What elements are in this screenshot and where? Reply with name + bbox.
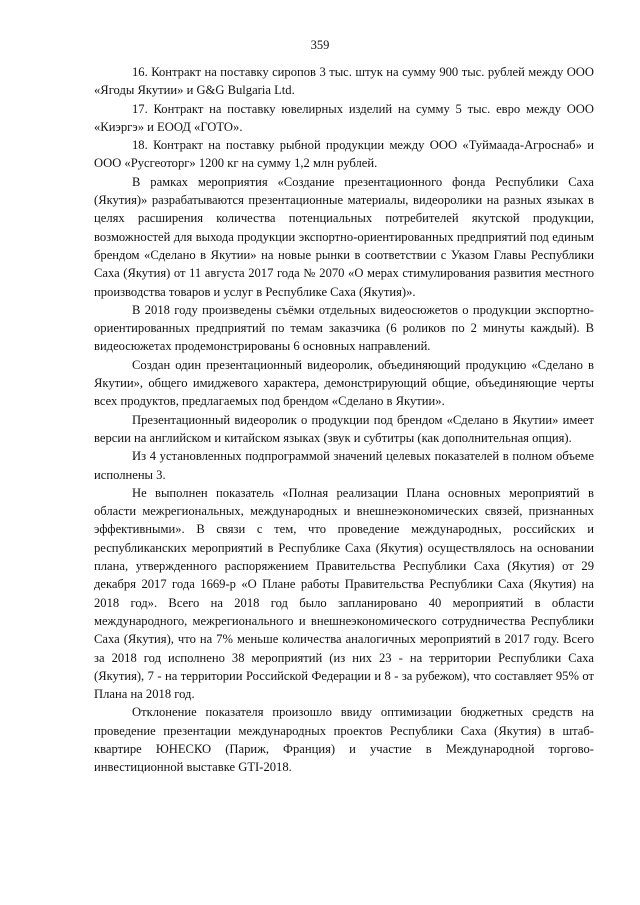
paragraph-video-languages: Презентационный видеоролик о продукции под брендом «Сделано в Якутии» имеет версии на английском и китайском языках (звук и субтитры (как дополнительная опция). bbox=[94, 412, 594, 445]
paragraph-video-2018: В 2018 году произведены съёмки отдельных видеосюжетов о продукции экспортно-ориентированных предприятий по темам заказчика (6 роликов по 2 минуты каждый). В видеосюжетах продемонстрированы 6 основных направлений. bbox=[94, 302, 594, 354]
paragraph-unfulfilled-indicator: Не выполнен показатель «Полная реализации Плана основных мероприятий в области межрегиональных, международных и внешнеэкономических связей, признанных эффективными». В связи с тем, что проведение международных, российских и республиканских мероприятий в Республике Саха (Якутия) осуществлялось на основании плана, утвержденного распоряжением Правительства Республики Саха (Якутия) от 29 декабря 2017 года 1669-р «О Плане работы Правительства Республики Саха (Якутия) на 2018 год». Всего на 2018 год было запланировано 40 мероприятий в области международного, межрегионального и внешнеэкономического сотрудничества Республики Саха (Якутия), что на 7% меньше количества аналогичных мероприятий в 2017 году. Всего за 2018 год исполнено 38 мероприятий (из них 23 - на территории Республики Саха (Якутия), 7 - на территории Российской Федерации и 8 - за рубежом), что составляет 95% от Плана на 2018 год. bbox=[94, 485, 594, 702]
paragraph-indicators: Из 4 установленных подпрограммой значений целевых показателей в полном объеме исполнены 3. bbox=[94, 449, 594, 482]
page-number: 359 bbox=[310, 38, 330, 52]
paragraph-contract-18: 18. Контракт на поставку рыбной продукции между ООО «Туймаада-Агроснаб» и ООО «Русгеоторг» 1200 кг на сумму 1,2 млн рублей. bbox=[94, 138, 594, 171]
document-body bbox=[94, 63, 594, 777]
paragraph-contract-16: 16. Контракт на поставку сиропов 3 тыс. штук на сумму 900 тыс. рублей между ООО «Ягоды Якутии» и G&G Bulgaria Ltd. bbox=[94, 65, 594, 98]
paragraph-contract-17: 17. Контракт на поставку ювелирных изделий на сумму 5 тыс. евро между ООО «Киэргэ» и ЕООД «ГОТО». bbox=[94, 101, 594, 134]
paragraph-promo-video: Создан один презентационный видеоролик, объединяющий продукцию «Сделано в Якутии», общего имиджевого характера, демонстрирующий общие, объединяющие черты всех продуктов, предлагаемых под брендом «Сделано в Якутии». bbox=[94, 357, 594, 409]
paragraph-presentation-fund: В рамках мероприятия «Создание презентационного фонда Республики Саха (Якутия)» разрабатываются презентационные материалы, видеоролики на разных языках в целях расширения количества потенциальных потребителей якутской продукции, возможностей для выхода продукции экспортно-ориентированных предприятий под единым брендом «Сделано в Якутии» на новые рынки в соответствии с Указом Главы Республики Саха (Якутия) от 11 августа 2017 года № 2070 «О мерах стимулирования развития местного производства товаров и услуг в Республике Саха (Якутия)». bbox=[94, 174, 594, 299]
paragraph-deviation: Отклонение показателя произошло ввиду оптимизации бюджетных средств на проведение презентации международных проектов Республики Саха (Якутия) в штаб-квартире ЮНЕСКО (Париж, Франция) и участие в Международной торгово-инвестиционной выставке GTI-2018. bbox=[94, 705, 594, 775]
